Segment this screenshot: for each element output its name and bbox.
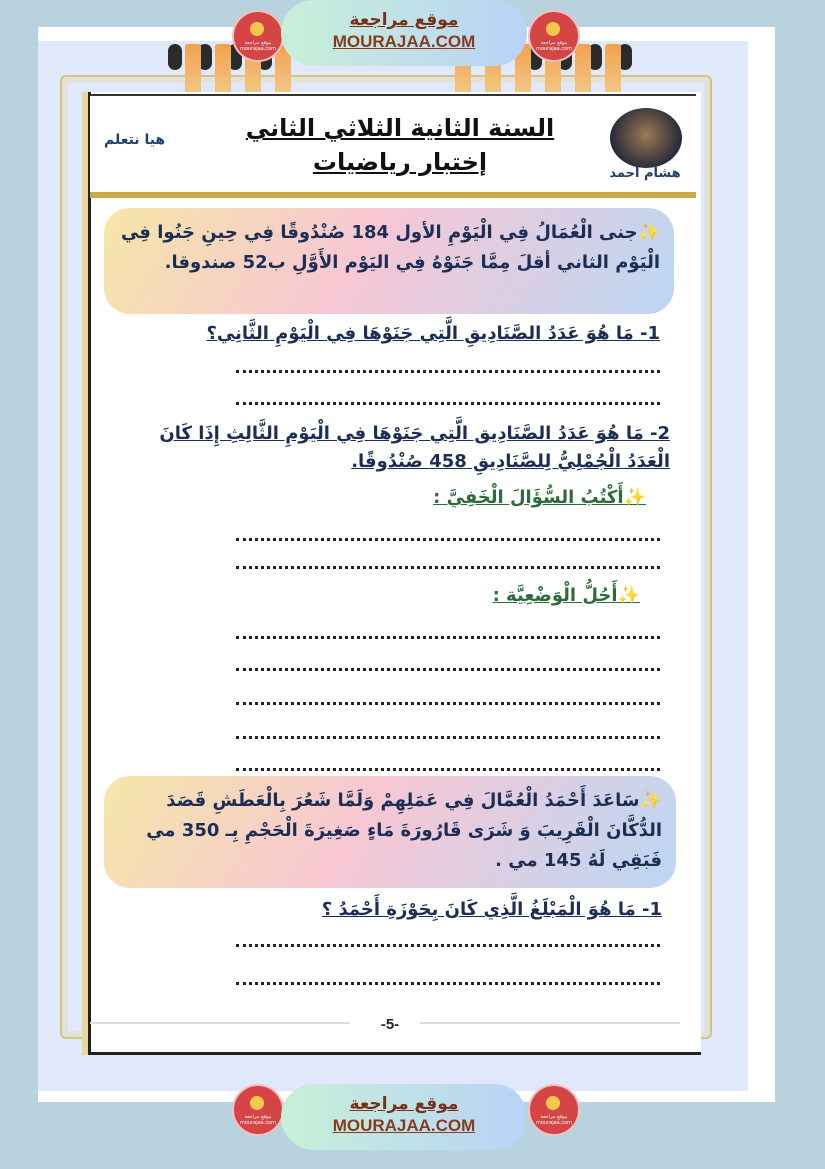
binder-tab bbox=[575, 44, 591, 96]
hidden-question-label bbox=[380, 484, 646, 512]
problem2-question1: 1- مَا هُوَ الْمَبْلَغُ الَّذِي كَانَ بِحَوْزَةِ أَحْمَدُ ؟ bbox=[321, 899, 662, 920]
site-logo-right-bottom[interactable] bbox=[528, 1084, 580, 1136]
answer-line[interactable] bbox=[236, 632, 660, 639]
problem1-box bbox=[104, 208, 674, 314]
answer-line[interactable] bbox=[236, 940, 660, 947]
site-logo-left-bottom[interactable] bbox=[232, 1084, 284, 1136]
answer-line[interactable] bbox=[236, 366, 660, 373]
problem1-question2: 2- مَا هُوَ عَدَدُ الصَّنَادِيق الَّتِي جَنَوْهَا فِي الْيَوْمِ الثَّالِثِ إِذَا كَانَ الْعَدَدُ الْجُمْلِيُّ لِلصَّنَادِيقِ 458 صُنْدُوقًا. bbox=[159, 423, 670, 472]
solve-label bbox=[440, 582, 640, 610]
logo-icon bbox=[546, 1096, 560, 1110]
problem1-question1: 1- مَا هُوَ عَدَدُ الصَّنَادِيقِ الَّتِي جَنَوْهَا فِي الْيَوْمِ الثَّانِي؟ bbox=[206, 323, 660, 344]
answer-line[interactable] bbox=[236, 698, 660, 705]
page-number: -5- bbox=[380, 1016, 400, 1033]
site-banner-top[interactable] bbox=[281, 0, 527, 66]
answer-line[interactable] bbox=[236, 562, 660, 569]
logo-caption: موقع مراجعة mourajaa.com bbox=[535, 40, 572, 52]
site-logo-left[interactable] bbox=[232, 10, 284, 62]
solve-text: أَحُلُّ الْوَضْعِيَّة : bbox=[492, 585, 618, 606]
logo-caption: موقع مراجعة mourajaa.com bbox=[535, 1114, 572, 1126]
title-level: السنة الثانية الثلاثي الثاني bbox=[245, 114, 555, 142]
problem2-box bbox=[104, 776, 676, 888]
hidden-question-text: أَكْتُبُ السُّؤَالَ الْخَفِيَّ : bbox=[433, 487, 624, 508]
site-logo-right[interactable] bbox=[528, 10, 580, 62]
binder-tab bbox=[605, 44, 621, 96]
motto: هيا نتعلم bbox=[104, 132, 166, 148]
title-subject: إختبار رياضيات bbox=[312, 148, 488, 176]
sparkle-icon: ✨ bbox=[623, 487, 646, 508]
author-avatar bbox=[610, 108, 682, 168]
answer-line[interactable] bbox=[236, 398, 660, 405]
sparkle-icon: ✨ bbox=[637, 222, 660, 243]
footer-divider bbox=[90, 1022, 350, 1024]
answer-line[interactable] bbox=[236, 534, 660, 541]
problem2-text: سَاعَدَ أَحْمَدُ الْعُمَّالَ فِي عَمَلِهِمْ وَلَمَّا شَعُرَ بِالْعَطَشِ قَصَدَ الدُّكَّانَ الْقَرِيبَ وَ شَرَى قَارُورَةَ مَاءٍ صَغِيرَةَ الْحَجْمِ بِـ 350 مي فَبَقِي لَهُ 145 مي . bbox=[146, 790, 662, 871]
logo-icon bbox=[250, 22, 264, 36]
sparkle-icon: ✨ bbox=[639, 790, 662, 811]
site-banner-bottom[interactable] bbox=[281, 1084, 527, 1150]
answer-line[interactable] bbox=[236, 732, 660, 739]
worksheet-header bbox=[90, 94, 696, 198]
banner-latin[interactable]: MOURAJAA.COM bbox=[332, 1116, 476, 1135]
banner-arabic: موقع مراجعة bbox=[349, 1094, 459, 1114]
logo-caption: موقع مراجعة mourajaa.com bbox=[239, 40, 276, 52]
sparkle-icon: ✨ bbox=[617, 585, 640, 606]
logo-icon bbox=[250, 1096, 264, 1110]
binder-tab bbox=[215, 44, 231, 96]
answer-line[interactable] bbox=[236, 764, 660, 771]
footer-divider bbox=[420, 1022, 680, 1024]
author-name: هشام أحمد bbox=[609, 166, 681, 181]
problem1-text: جنى الْعُمَالُ فِي الْيَوْمِ الأول 184 صُنْدُوقًا فِي حِينِ جَنُوا فِي الْيَوْم الثاني أقلَ مِمَّا جَنَوْهُ فِي اليَوْم الأَوَّلِ ب52 صندوقا. bbox=[120, 222, 660, 273]
binder-tab bbox=[185, 44, 201, 96]
answer-line[interactable] bbox=[236, 664, 660, 671]
logo-icon bbox=[546, 22, 560, 36]
banner-latin[interactable]: MOURAJAA.COM bbox=[332, 32, 476, 51]
ring-icon bbox=[168, 44, 182, 70]
banner-arabic: موقع مراجعة bbox=[349, 10, 459, 30]
logo-caption: موقع مراجعة mourajaa.com bbox=[239, 1114, 276, 1126]
answer-line[interactable] bbox=[236, 978, 660, 985]
